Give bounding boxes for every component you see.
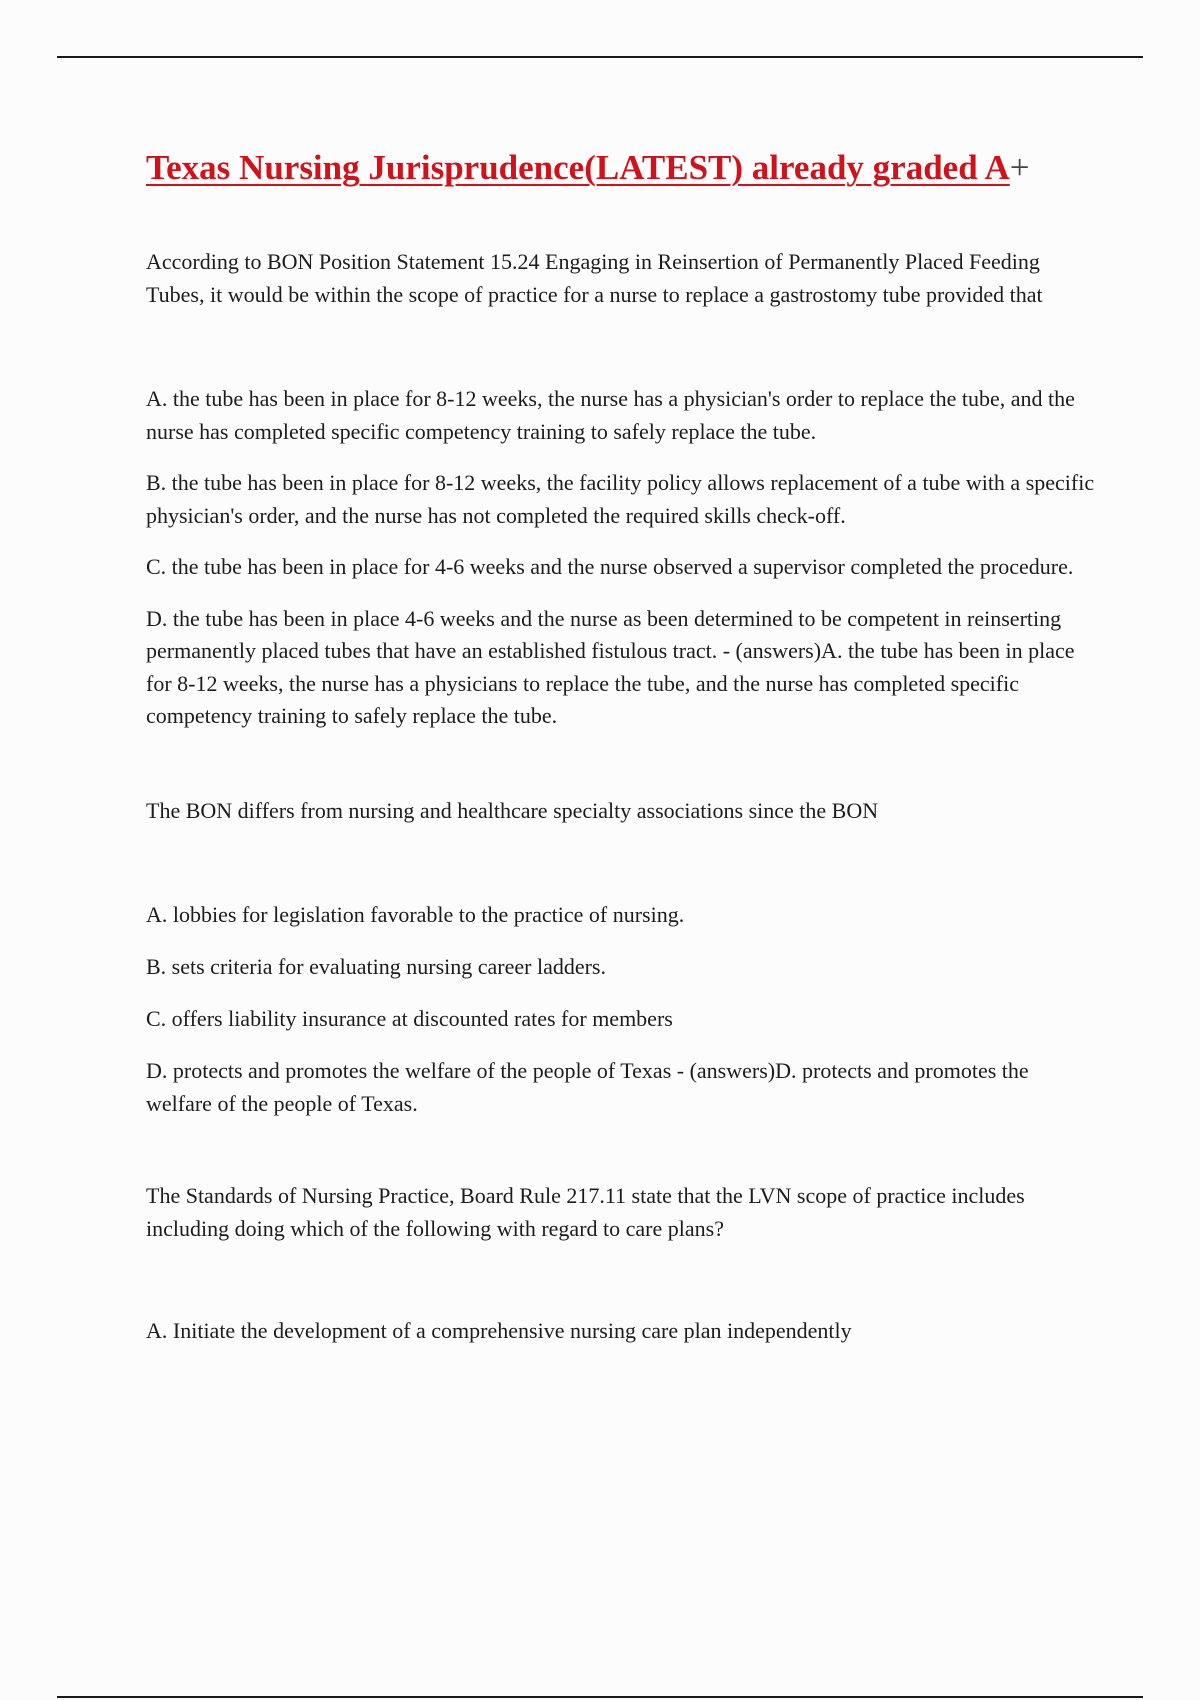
top-rule [57,56,1143,58]
title-suffix: + [1009,148,1030,187]
document-page [146,140,1096,1367]
question-1-option-d: D. the tube has been in place 4-6 weeks and the nurse as been determined to be competent in reinserting permanently placed tubes that have an established fistulous tract. - (answers)A. the tube has been in place for 8-12 weeks, the nurse has a physicians to replace the tube, and the nurse has completed specific competency training to safely replace the tube. [146,605,1075,728]
bottom-rule [57,1696,1143,1698]
question-2-option-a: A. lobbies for legislation favorable to the practice of nursing. [146,902,685,927]
question-2-options [146,899,1096,1120]
question-1-option-c: C. the tube has been in place for 4-6 weeks and the nurse observed a supervisor completed the procedure. [146,554,1074,579]
title-text: Texas Nursing Jurisprudence(LATEST) already graded A [146,148,1010,187]
question-3-options [146,1315,1096,1348]
question-2-option-d: D. protects and promotes the welfare of the people of Texas - (answers)D. protects and promotes the welfare of the people of Texas. [146,1058,1029,1116]
question-2-option-b: B. sets criteria for evaluating nursing career ladders. [146,954,606,979]
document-title [146,140,1096,196]
question-3-stem: The Standards of Nursing Practice, Board Rule 217.11 state that the LVN scope of practice includes including doing which of the following with regard to care plans? [146,1183,1025,1241]
question-3-option-a: A. Initiate the development of a comprehensive nursing care plan independently [146,1318,852,1343]
question-1-options [146,383,1096,733]
question-1-stem: According to BON Position Statement 15.24 Engaging in Reinsertion of Permanently Placed Feeding Tubes, it would be within the scope of practice for a nurse to replace a gastrostomy tube provided that [146,249,1043,307]
question-1-option-b: B. the tube has been in place for 8-12 weeks, the facility policy allows replacement of a tube with a specific physician's order, and the nurse has not completed the required skills check-off. [146,470,1095,528]
question-2-option-c: C. offers liability insurance at discounted rates for members [146,1006,673,1031]
question-2-stem: The BON differs from nursing and healthcare specialty associations since the BON [146,797,879,823]
question-1-option-a: A. the tube has been in place for 8-12 weeks, the nurse has a physician's order to replace the tube, and the nurse has completed specific competency training to safely replace the tube. [146,386,1075,444]
